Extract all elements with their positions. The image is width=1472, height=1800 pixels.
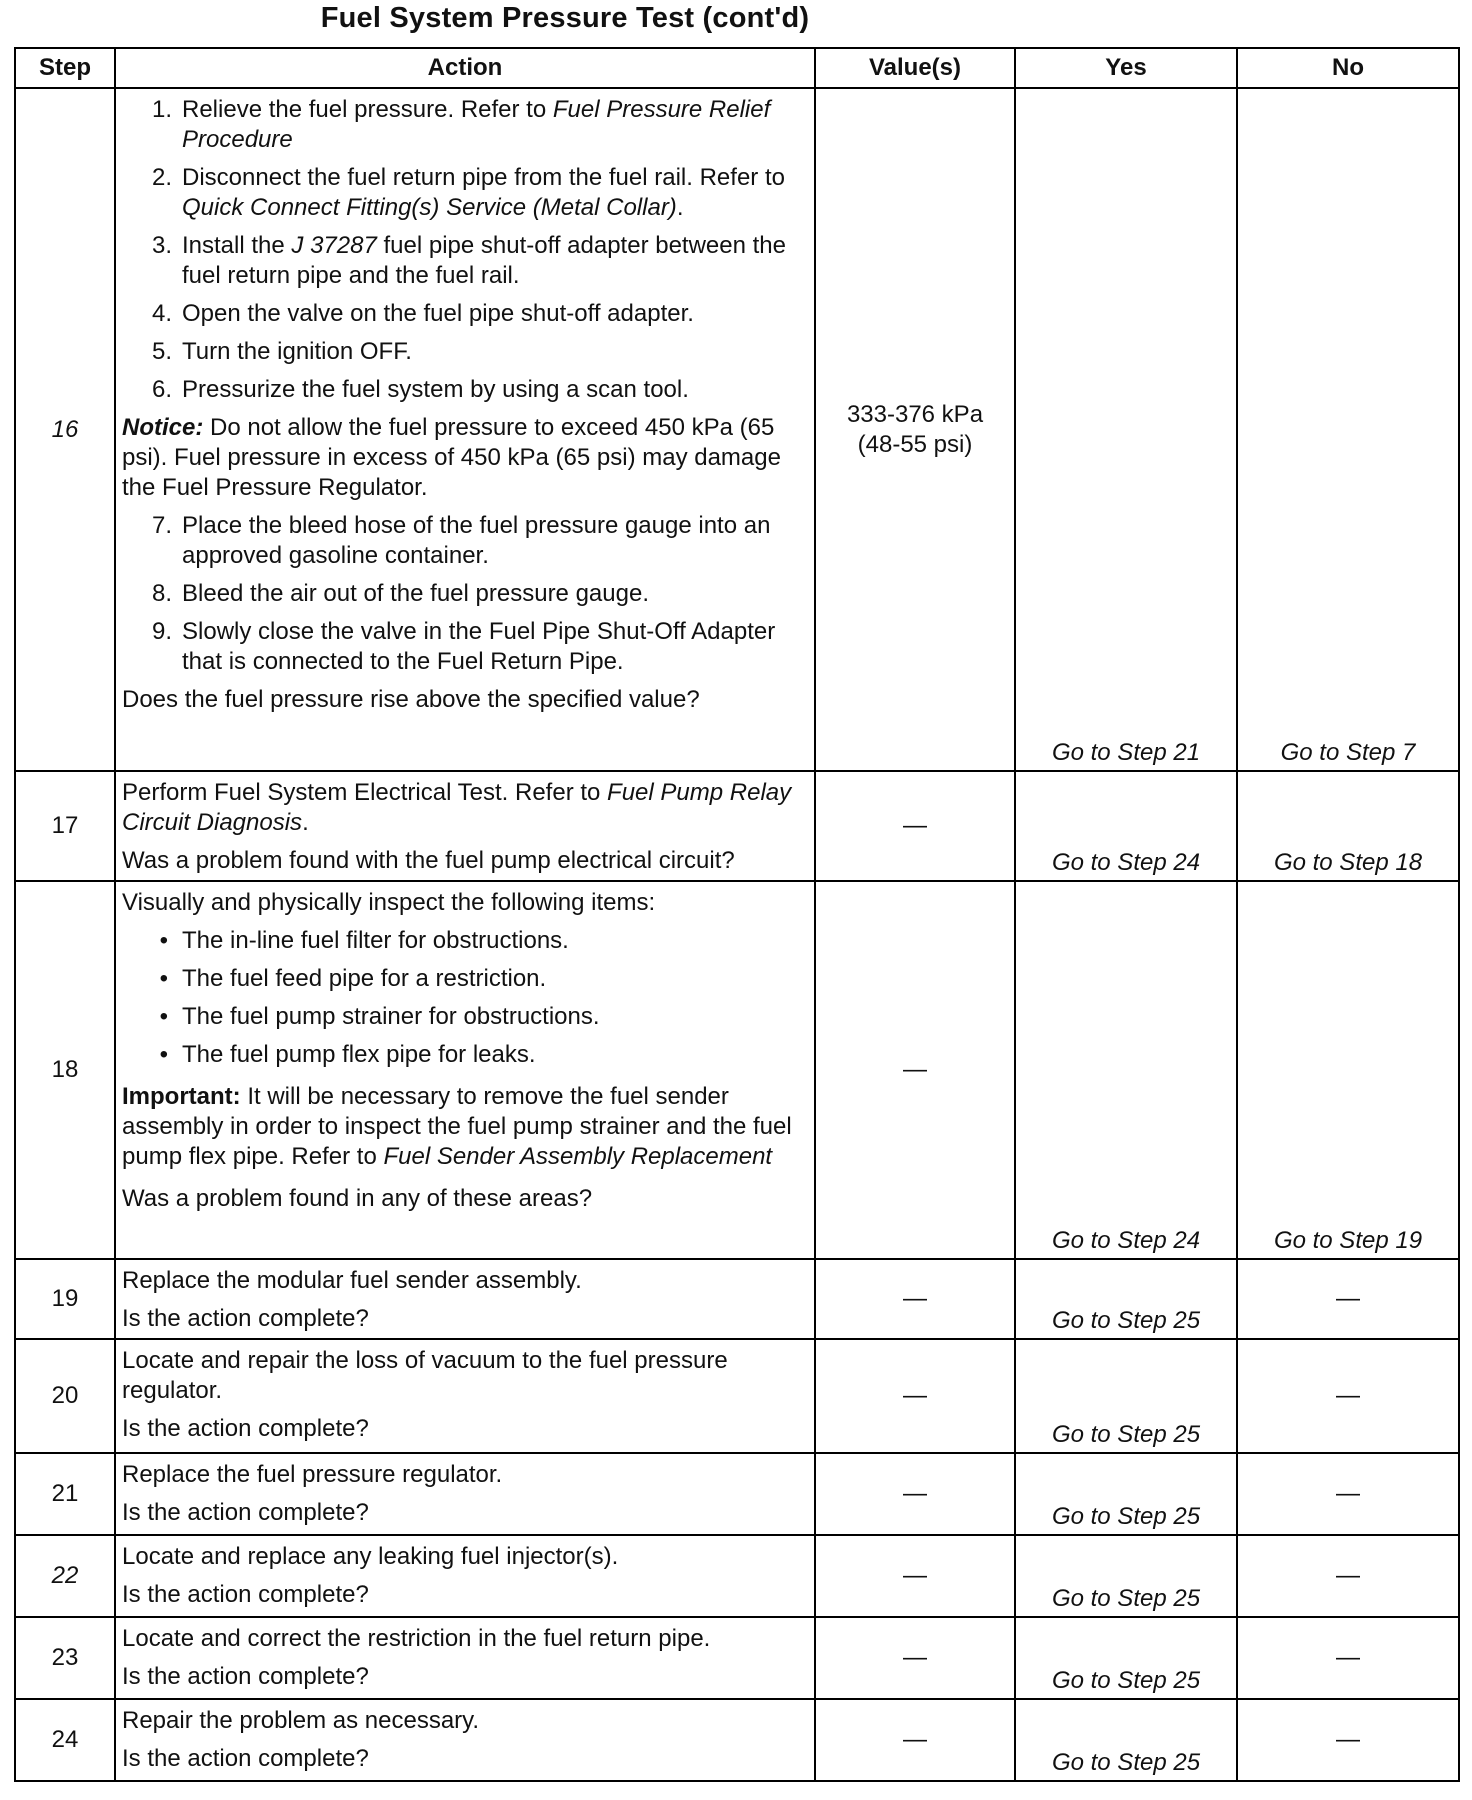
- action-text: Locate and replace any leaking fuel injector(s).: [122, 1543, 619, 1570]
- bullet-item: [122, 1040, 808, 1070]
- item-text: Bleed the air out of the fuel pressure gauge.: [182, 580, 649, 607]
- action-cell: [115, 771, 815, 881]
- no-goto: Go to Step 18: [1273, 849, 1423, 876]
- item-number: 3.: [151, 232, 172, 259]
- list-item: [122, 299, 808, 329]
- reference-link-text: Fuel Pressure Relief Procedure: [182, 96, 771, 153]
- action-intro: Visually and physically inspect the following items:: [122, 889, 656, 916]
- table-row-step-24: [15, 1699, 1459, 1781]
- yes-goto: Go to Step 24: [1051, 1227, 1201, 1254]
- item-number: 4.: [151, 300, 172, 327]
- item-number: 8.: [151, 580, 172, 607]
- item-number: 6.: [151, 376, 172, 403]
- no-dash: —: [1336, 1562, 1360, 1589]
- reference-link-text: Fuel Sender Assembly Replacement: [383, 1143, 773, 1170]
- table-row-step-17: [15, 771, 1459, 881]
- question: Was a problem found with the fuel pump electrical circuit?: [122, 847, 735, 874]
- item-text: Open the valve on the fuel pipe shut-off adapter.: [182, 300, 694, 327]
- action-text: Locate and correct the restriction in the fuel return pipe.: [122, 1625, 711, 1652]
- value-dash: —: [903, 812, 927, 839]
- action-cell: [115, 1453, 815, 1535]
- item-text: [182, 231, 808, 291]
- question: Is the action complete?: [122, 1499, 369, 1526]
- no-cell: [1237, 1339, 1459, 1453]
- important-note: [122, 1082, 808, 1172]
- header-step: Step: [15, 48, 115, 88]
- table-row-step-20: [15, 1339, 1459, 1453]
- item-text-part: Install the: [182, 232, 292, 259]
- list-item: [122, 95, 808, 155]
- list-item: [122, 231, 808, 291]
- yes-cell: [1015, 88, 1237, 771]
- bullet-marker: •: [159, 1041, 168, 1068]
- step-number: 24: [15, 1699, 115, 1781]
- value-cell: [815, 1339, 1015, 1453]
- item-number: 5.: [151, 338, 172, 365]
- no-cell: [1237, 1535, 1459, 1617]
- value-dash: —: [903, 1285, 927, 1312]
- yes-cell: [1015, 1339, 1237, 1453]
- item-text: Slowly close the valve in the Fuel Pipe Shut-Off Adapter that is connected to the Fuel Return Pipe.: [182, 618, 776, 675]
- bullet-marker: •: [159, 965, 168, 992]
- item-number: 9.: [151, 618, 172, 645]
- header-yes: Yes: [1015, 48, 1237, 88]
- notice: [122, 413, 808, 503]
- step-number: 16: [15, 88, 115, 771]
- no-goto: Go to Step 19: [1273, 1227, 1423, 1254]
- bullet-marker: •: [159, 927, 168, 954]
- question: Is the action complete?: [122, 1581, 369, 1608]
- item-number: 1.: [151, 96, 172, 123]
- bullet-text: The fuel pump strainer for obstructions.: [182, 1003, 600, 1030]
- no-dash: —: [1336, 1285, 1360, 1312]
- no-cell: [1237, 1617, 1459, 1699]
- bullet-text: The fuel pump flex pipe for leaks.: [182, 1041, 536, 1068]
- table-row-step-22: [15, 1535, 1459, 1617]
- question: Is the action complete?: [122, 1415, 369, 1442]
- action-cell: [115, 1617, 815, 1699]
- yes-goto: Go to Step 25: [1051, 1667, 1201, 1694]
- item-text-part: fuel pipe shut-off adapter between the fuel return pipe and the fuel rail.: [182, 232, 786, 289]
- yes-cell: [1015, 1535, 1237, 1617]
- value-dash: —: [903, 1726, 927, 1753]
- header-action: Action: [115, 48, 815, 88]
- action-text: Locate and repair the loss of vacuum to the fuel pressure regulator.: [122, 1347, 728, 1404]
- bullet-text: The fuel feed pipe for a restriction.: [182, 965, 547, 992]
- action-text: Repair the problem as necessary.: [122, 1707, 480, 1734]
- list-item: [122, 375, 808, 405]
- action-cell: [115, 1339, 815, 1453]
- action-text: [122, 778, 808, 838]
- bullet-item: [122, 1002, 808, 1032]
- item-number: 7.: [151, 512, 172, 539]
- bullet-item: [122, 964, 808, 994]
- item-text: Pressurize the fuel system by using a scan tool.: [182, 376, 689, 403]
- document-title: Fuel System Pressure Test (cont'd): [320, 2, 810, 34]
- yes-goto: Go to Step 25: [1051, 1307, 1201, 1334]
- no-dash: —: [1336, 1382, 1360, 1409]
- item-text: [182, 163, 808, 223]
- important-text: It will be necessary to remove the fuel sender assembly in order to inspect the fuel pump strainer and the fuel pump flex pipe. Refer to: [122, 1083, 792, 1170]
- bullet-item: [122, 926, 808, 956]
- step-number: 18: [15, 881, 115, 1259]
- reference-link-text: Quick Connect Fitting(s) Service (Metal Collar): [182, 194, 677, 221]
- item-text: Place the bleed hose of the fuel pressure gauge into an approved gasoline container.: [182, 512, 771, 569]
- list-item: [122, 163, 808, 223]
- action-text-part: Perform Fuel System Electrical Test. Refer to: [122, 779, 608, 806]
- value-cell: [815, 1535, 1015, 1617]
- step-number: 19: [15, 1259, 115, 1339]
- value-dash: —: [903, 1056, 927, 1083]
- action-cell: [115, 1259, 815, 1339]
- yes-goto: Go to Step 24: [1051, 849, 1201, 876]
- value-psi: (48-55 psi): [857, 430, 973, 458]
- no-cell: [1237, 771, 1459, 881]
- no-dash: —: [1336, 1726, 1360, 1753]
- question: Is the action complete?: [122, 1663, 369, 1690]
- value-cell: [815, 1699, 1015, 1781]
- step-number: 22: [15, 1535, 115, 1617]
- list-item: [122, 579, 808, 609]
- yes-goto: Go to Step 25: [1051, 1749, 1201, 1776]
- notice-label: Notice:: [122, 414, 204, 441]
- no-dash: —: [1336, 1644, 1360, 1671]
- value-dash: —: [903, 1480, 927, 1507]
- header-no: No: [1237, 48, 1459, 88]
- value-cell: [815, 1617, 1015, 1699]
- list-item: [122, 337, 808, 367]
- value-cell: [815, 1259, 1015, 1339]
- important-label: Important:: [122, 1083, 241, 1110]
- value-cell: [815, 1453, 1015, 1535]
- action-cell: [115, 881, 815, 1259]
- yes-cell: [1015, 1453, 1237, 1535]
- value-cell: [815, 771, 1015, 881]
- value-kpa: 333-376 kPa: [846, 400, 984, 428]
- question: Was a problem found in any of these areas?: [122, 1185, 593, 1212]
- action-cell: [115, 88, 815, 771]
- table-row-step-18: [15, 881, 1459, 1259]
- procedure-table: [14, 47, 1460, 1782]
- value-dash: —: [903, 1562, 927, 1589]
- action-text: Replace the fuel pressure regulator.: [122, 1461, 503, 1488]
- question: Is the action complete?: [122, 1745, 369, 1772]
- value-dash: —: [903, 1644, 927, 1671]
- table-row-step-16: [15, 88, 1459, 771]
- bullet-text: The in-line fuel filter for obstructions.: [182, 927, 569, 954]
- yes-cell: [1015, 1699, 1237, 1781]
- item-text-part: Relieve the fuel pressure. Refer to: [182, 96, 553, 123]
- step-number: 21: [15, 1453, 115, 1535]
- item-text-part: .: [676, 194, 684, 221]
- table-row-step-19: [15, 1259, 1459, 1339]
- item-text: [182, 95, 808, 155]
- no-goto: Go to Step 7: [1280, 739, 1416, 766]
- header-value: Value(s): [815, 48, 1015, 88]
- yes-goto: Go to Step 25: [1051, 1421, 1201, 1448]
- yes-goto: Go to Step 25: [1051, 1503, 1201, 1530]
- yes-goto: Go to Step 25: [1051, 1585, 1201, 1612]
- value-dash: —: [903, 1382, 927, 1409]
- no-dash: —: [1336, 1480, 1360, 1507]
- step-number: 20: [15, 1339, 115, 1453]
- value-cell: [815, 881, 1015, 1259]
- action-text: Replace the modular fuel sender assembly.: [122, 1267, 582, 1294]
- action-cell: [115, 1699, 815, 1781]
- tool-reference: J 37287: [291, 232, 377, 259]
- action-cell: [115, 1535, 815, 1617]
- no-cell: [1237, 881, 1459, 1259]
- yes-cell: [1015, 1259, 1237, 1339]
- no-cell: [1237, 1259, 1459, 1339]
- item-text: Turn the ignition OFF.: [182, 338, 412, 365]
- question: Does the fuel pressure rise above the specified value?: [122, 686, 700, 713]
- no-cell: [1237, 1453, 1459, 1535]
- list-item: [122, 511, 808, 571]
- bullet-marker: •: [159, 1003, 168, 1030]
- header-row: [15, 48, 1459, 88]
- question: Is the action complete?: [122, 1305, 369, 1332]
- list-item: [122, 617, 808, 677]
- item-text-part: Disconnect the fuel return pipe from the fuel rail. Refer to: [182, 164, 785, 191]
- yes-cell: [1015, 1617, 1237, 1699]
- table-row-step-23: [15, 1617, 1459, 1699]
- reference-link-text: Fuel Pump Relay Circuit Diagnosis: [122, 779, 792, 836]
- yes-cell: [1015, 771, 1237, 881]
- yes-cell: [1015, 881, 1237, 1259]
- value-cell: [815, 88, 1015, 771]
- item-number: 2.: [151, 164, 172, 191]
- step-number: 17: [15, 771, 115, 881]
- no-cell: [1237, 88, 1459, 771]
- notice-text: Do not allow the fuel pressure to exceed 450 kPa (65 psi). Fuel pressure in excess of 450 kPa (65 psi) may damage the Fuel Pressure Regulator.: [122, 414, 781, 501]
- table-row-step-21: [15, 1453, 1459, 1535]
- yes-goto: Go to Step 21: [1051, 739, 1201, 766]
- action-text-part: .: [302, 809, 309, 836]
- no-cell: [1237, 1699, 1459, 1781]
- step-number: 23: [15, 1617, 115, 1699]
